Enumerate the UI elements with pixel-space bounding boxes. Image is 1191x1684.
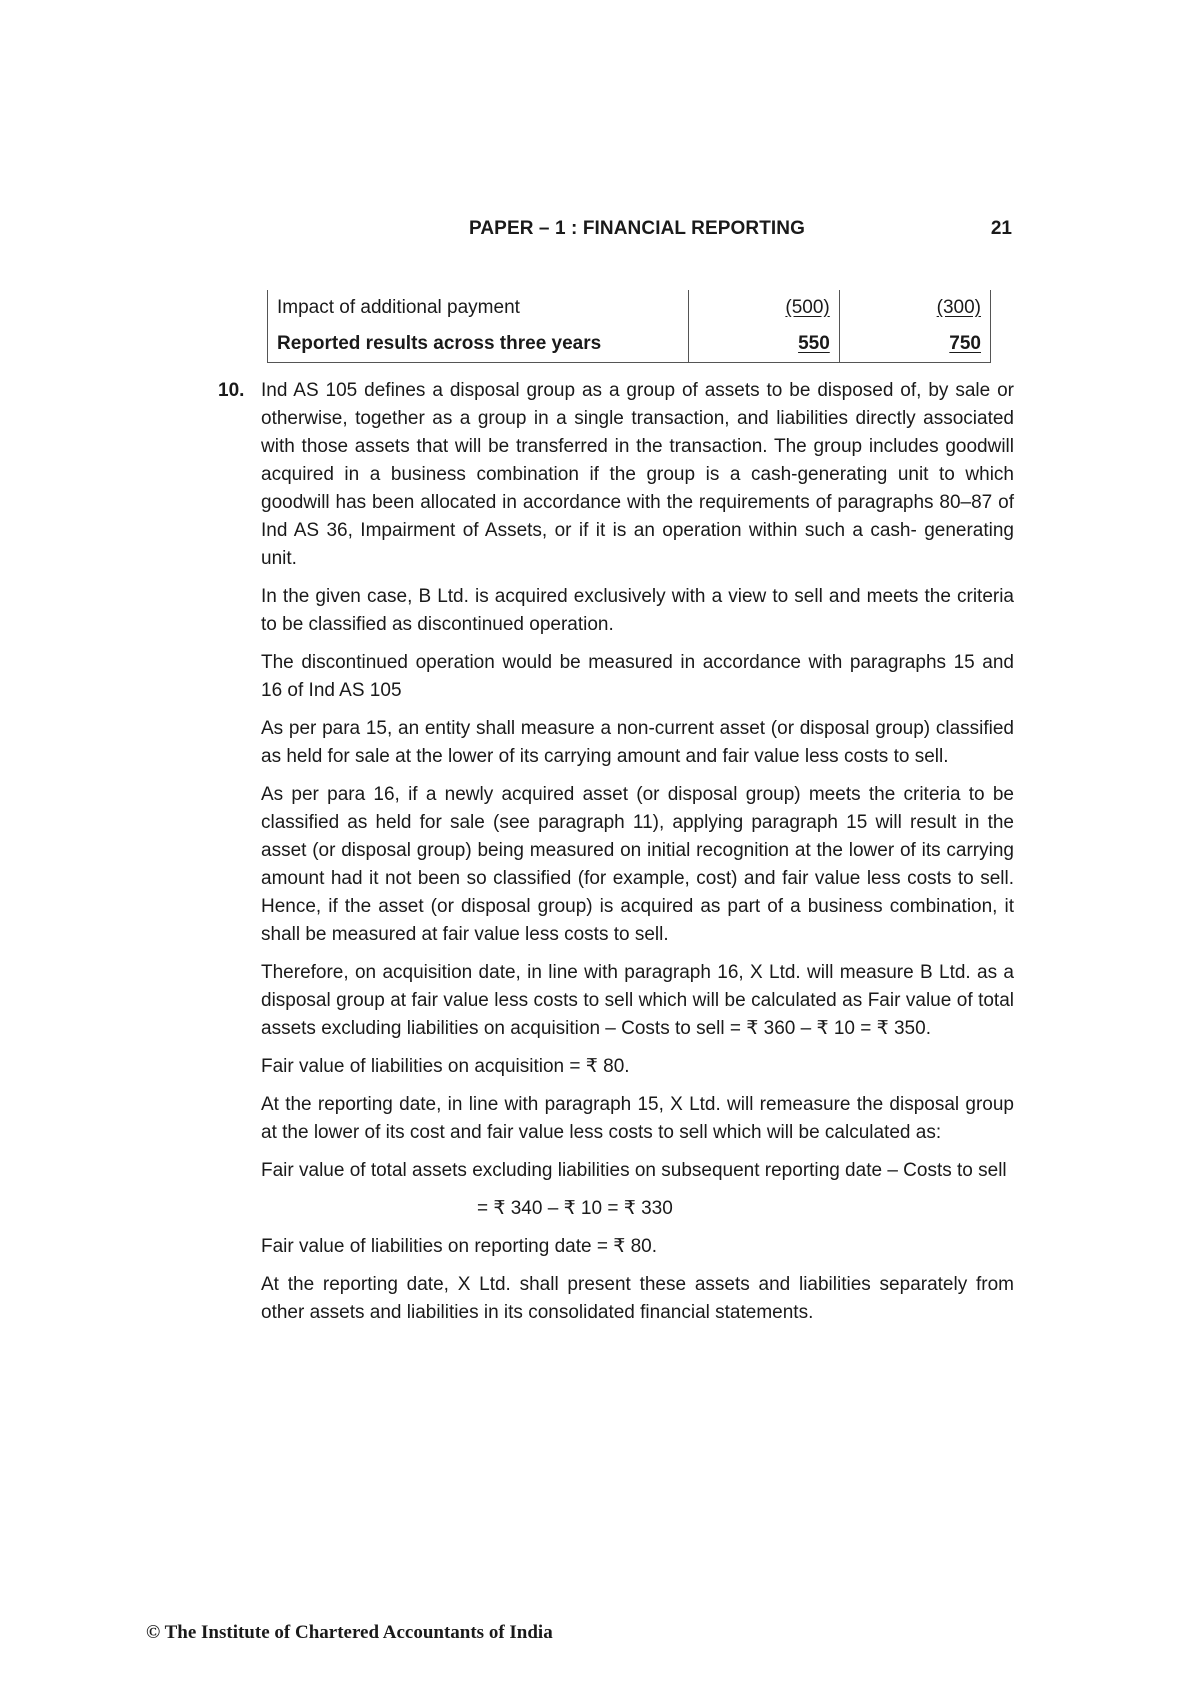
paragraph: In the given case, B Ltd. is acquired exclusively with a view to sell and meets the criteria to be classified as discontinued operation. — [261, 586, 1014, 635]
paragraph: At the reporting date, in line with paragraph 15, X Ltd. will remeasure the disposal group at the lower of its cost and fair value less costs to sell which will be calculated as: — [261, 1094, 1014, 1143]
answer-10 — [218, 377, 1014, 1337]
row-value-col1 — [688, 326, 839, 363]
paragraph: Fair value of liabilities on acquisition = ₹ 80. — [261, 1056, 630, 1077]
value-text: (500) — [785, 297, 830, 318]
paragraph: Therefore, on acquisition date, in line with paragraph 16, X Ltd. will measure B Ltd. as a disposal group at fair value less costs to sell which will be calculated as Fair value of total assets excluding liabilities on acquisition – Costs to sell = ₹ 360 – ₹ 10 = ₹ 350. — [261, 962, 1014, 1039]
page-number: 21 — [990, 218, 1012, 239]
value-text: 550 — [798, 333, 830, 354]
row-value-col2 — [839, 326, 990, 363]
copyright-footer: © The Institute of Chartered Accountants of India — [146, 1622, 553, 1643]
results-table-fragment — [267, 290, 991, 363]
results-table — [267, 290, 991, 363]
row-label: Impact of additional payment — [268, 290, 689, 326]
paragraph: At the reporting date, X Ltd. shall present these assets and liabilities separately from other assets and liabilities in its consolidated financial statements. — [261, 1274, 1014, 1323]
row-label: Reported results across three years — [268, 326, 689, 363]
table-row — [268, 326, 991, 363]
value-text: (300) — [936, 297, 981, 318]
paragraph: Fair value of liabilities on reporting date = ₹ 80. — [261, 1236, 658, 1257]
paragraph: As per para 16, if a newly acquired asset (or disposal group) meets the criteria to be classified as held for sale (see paragraph 11), applying paragraph 15 will result in the asset (or disposal group) being measured on initial recognition at the lower of its carrying amount had it not been so classified (for example, cost) and fair value less costs to sell. Hence, if the asset (or disposal group) is acquired as part of a business combination, it shall be measured at fair value less costs to sell. — [261, 784, 1014, 945]
answer-body — [261, 377, 1014, 1327]
paragraph: Ind AS 105 defines a disposal group as a group of assets to be disposed of, by sale or otherwise, together as a group in a single transaction, and liabilities directly associated with those assets that will be transferred in the transaction. The group includes goodwill acquired in a business combination if the group is a cash-generating unit to which goodwill has been allocated in accordance with the requirements of paragraphs 80–87 of Ind AS 36, Impairment of Assets, or if it is an operation within such a cash- generating unit. — [261, 380, 1014, 569]
calculation-equation: = ₹ 340 – ₹ 10 = ₹ 330 — [477, 1198, 673, 1219]
row-value-col2 — [839, 290, 990, 326]
row-value-col1 — [688, 290, 839, 326]
value-text: 750 — [949, 333, 981, 354]
table-row — [268, 290, 991, 326]
paper-title: PAPER – 1 : FINANCIAL REPORTING — [469, 218, 805, 239]
paragraph: The discontinued operation would be measured in accordance with paragraphs 15 and 16 of Ind AS 105 — [261, 652, 1014, 701]
paragraph: As per para 15, an entity shall measure a non-current asset (or disposal group) classified as held for sale at the lower of its carrying amount and fair value less costs to sell. — [261, 718, 1014, 767]
paragraph: Fair value of total assets excluding liabilities on subsequent reporting date – Costs to sell — [261, 1160, 1007, 1181]
question-number: 10. — [218, 380, 245, 401]
page-header — [262, 218, 1012, 244]
